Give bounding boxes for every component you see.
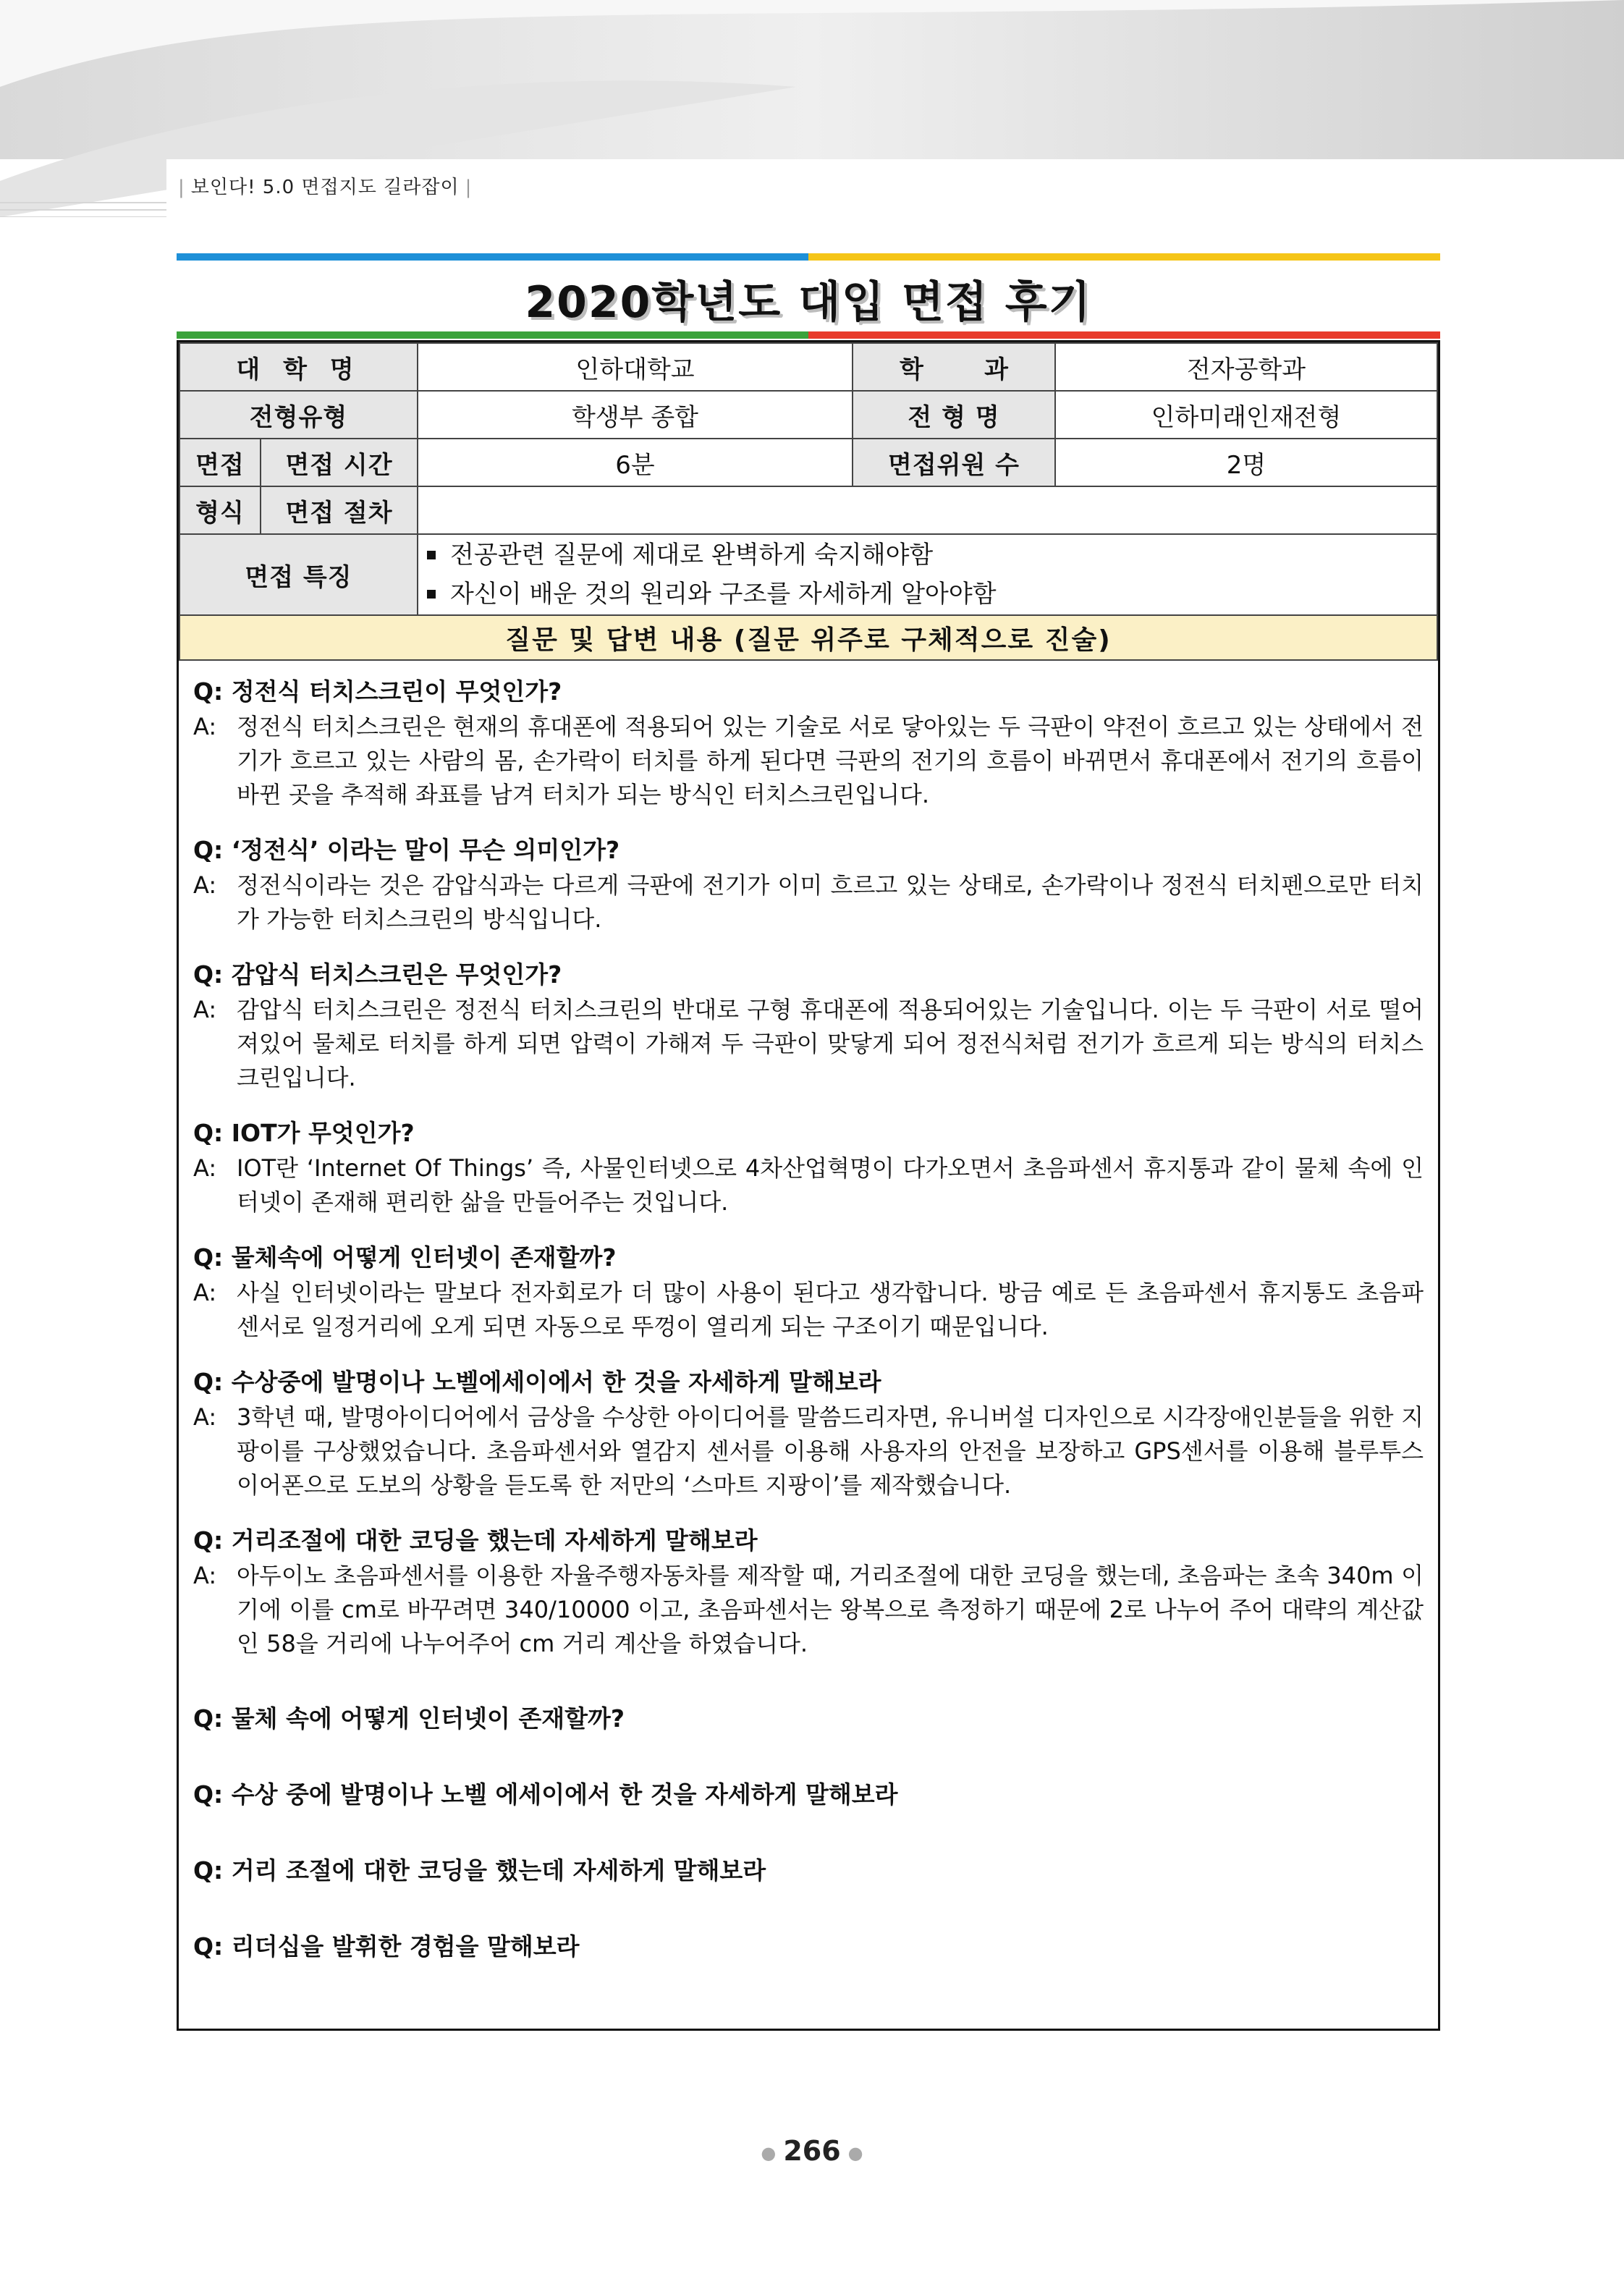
answer-prefix: A: bbox=[193, 1279, 217, 1306]
admission-type-value: 학생부 종합 bbox=[418, 391, 853, 439]
answer bbox=[193, 993, 1424, 1095]
answer-prefix: A: bbox=[193, 996, 217, 1023]
feature-text: 자신이 배운 것의 원리와 구조를 자세하게 알아야함 bbox=[450, 580, 997, 609]
qa-item bbox=[193, 832, 1424, 936]
feature-text: 전공관련 질문에 제대로 완벽하게 숙지해야함 bbox=[450, 541, 934, 570]
qa-item bbox=[193, 1240, 1424, 1344]
answer bbox=[193, 868, 1424, 936]
university-label: 대 학 명 bbox=[179, 343, 418, 391]
features-label: 면접 특징 bbox=[179, 534, 418, 615]
qa-section-header: 질문 및 답변 내용 (질문 위주로 구체적으로 진술) bbox=[179, 615, 1437, 660]
answer-text: IOT란 ‘Internet Of Things’ 즉, 사물인터넷으로 4차산업혁명이 다가오면서 초음파센서 휴지통과 같이 물체 속에 인터넷이 존재해 편리한 삶을 만들어주는 것입니다. bbox=[237, 1154, 1424, 1216]
extra-question: Q: 수상 중에 발명이나 노벨 에세이에서 한 것을 자세하게 말해보라 bbox=[193, 1780, 898, 1809]
question: Q: IOT가 무엇인가? bbox=[193, 1119, 415, 1147]
extra-question: Q: 거리 조절에 대한 코딩을 했는데 자세하게 말해보라 bbox=[193, 1856, 766, 1885]
answer-text: 아두이노 초음파센서를 이용한 자율주행자동차를 제작할 때, 거리조절에 대한 코딩을 했는데, 초음파는 초속 340m 이기에 이를 cm로 바꾸려면 340/10000 이고, 초음파센서는 왕복으로 측정하기 때문에 2로 나누어 주어 대략의 계산값인 58을 거리에 나누어주어 cm 거리 계산을 하였습니다. bbox=[237, 1562, 1424, 1657]
page-number bbox=[0, 2135, 1624, 2167]
feature-item bbox=[423, 536, 1437, 575]
answer-prefix: A: bbox=[193, 713, 217, 740]
dot-icon: ● bbox=[847, 2142, 863, 2163]
duration-value: 6분 bbox=[418, 439, 853, 486]
format-label-2: 형식 bbox=[179, 486, 261, 534]
answer-text: 사실 인터넷이라는 말보다 전자회로가 더 많이 사용이 된다고 생각합니다. 방금 예로 든 초음파센서 휴지통도 초음파 센서로 일정거리에 오게 되면 자동으로 뚜껑이 열리게 되는 구조이기 때문입니다. bbox=[237, 1279, 1424, 1340]
title-stripe-bottom bbox=[177, 331, 1440, 339]
answer bbox=[193, 710, 1424, 812]
department-label bbox=[853, 343, 1055, 391]
running-header-text: 보인다! 5.0 면접지도 길라잡이 bbox=[190, 177, 460, 198]
page-title: 2020학년도 대입 면접 후기 bbox=[525, 277, 1092, 328]
dot-icon: ● bbox=[761, 2142, 777, 2163]
answer-text: 정전식 터치스크린은 현재의 휴대폰에 적용되어 있는 기술로 서로 닿아있는 두 극판이 약전이 흐르고 있는 상태에서 전기가 흐르고 있는 사람의 몸, 손가락이 터치를 하게 된다면 극판의 전기의 흐름이 바뀌면서 휴대폰에서 전기의 흐름이 바뀐 곳을 추적해 좌표를 남겨 터치가 되는 방식인 터치스크린입니다. bbox=[237, 713, 1424, 808]
answer bbox=[193, 1276, 1424, 1344]
page-number-text: 266 bbox=[783, 2135, 841, 2167]
extra-question: Q: 물체 속에 어떻게 인터넷이 존재할까? bbox=[193, 1704, 625, 1733]
admission-type-label: 전형유형 bbox=[179, 391, 418, 439]
interviewers-label: 면접위원 수 bbox=[853, 439, 1055, 486]
answer-prefix: A: bbox=[193, 871, 217, 899]
title-stripe-top bbox=[177, 253, 1440, 261]
answer-text: 감압식 터치스크린은 정전식 터치스크린의 반대로 구형 휴대폰에 적용되어있는 기술입니다. 이는 두 극판이 서로 떨어져있어 물체로 터치를 하게 되면 압력이 가해져 두 극판이 맞닿게 되어 정전식처럼 전기가 흐르게 되는 방식의 터치스크린입니다. bbox=[237, 996, 1424, 1091]
answer-text: 정전식이라는 것은 감압식과는 다르게 극판에 전기가 이미 흐르고 있는 상태로, 손가락이나 정전식 터치펜으로만 터치가 가능한 터치스크린의 방식입니다. bbox=[237, 871, 1424, 933]
answer bbox=[193, 1559, 1424, 1661]
answer-prefix: A: bbox=[193, 1154, 217, 1182]
bullet-square-icon bbox=[427, 551, 436, 559]
answer bbox=[193, 1400, 1424, 1502]
qa-item bbox=[193, 957, 1424, 1095]
question: Q: 물체속에 어떻게 인터넷이 존재할까? bbox=[193, 1243, 617, 1272]
university-value: 인하대학교 bbox=[418, 343, 853, 391]
question: Q: 정전식 터치스크린이 무엇인가? bbox=[193, 677, 562, 706]
admission-name-label: 전 형 명 bbox=[853, 391, 1055, 439]
qa-item bbox=[193, 1523, 1424, 1661]
qa-item bbox=[193, 1364, 1424, 1502]
answer-prefix: A: bbox=[193, 1403, 217, 1431]
qa-item bbox=[193, 1115, 1424, 1219]
answer-prefix: A: bbox=[193, 1562, 217, 1589]
answer bbox=[193, 1151, 1424, 1219]
question: Q: 거리조절에 대한 코딩을 했는데 자세하게 말해보라 bbox=[193, 1526, 758, 1555]
feature-item bbox=[423, 575, 1437, 614]
procedure-value bbox=[418, 486, 1437, 534]
question: Q: 수상중에 발명이나 노벨에세이에서 한 것을 자세하게 말해보라 bbox=[193, 1368, 881, 1396]
interviewers-value: 2명 bbox=[1055, 439, 1437, 486]
interview-review-form bbox=[177, 340, 1440, 2031]
admission-name-value: 인하미래인재전형 bbox=[1055, 391, 1437, 439]
features-value bbox=[418, 534, 1437, 615]
info-table bbox=[179, 342, 1438, 661]
extra-question: Q: 리더십을 발휘한 경험을 말해보라 bbox=[193, 1932, 580, 1961]
duration-label: 면접 시간 bbox=[261, 439, 418, 486]
answer-text: 3학년 때, 발명아이디어에서 금상을 수상한 아이디어를 말씀드리자면, 유니버설 디자인으로 시각장애인분들을 위한 지팡이를 구상했었습니다. 초음파센서와 열감지 센서를 이용해 사용자의 안전을 보장하고 GPS센서를 이용해 블루투스 이어폰으로 도보의 상황을 듣도록 한 저만의 ‘스마트 지팡이’를 제작했습니다. bbox=[237, 1403, 1424, 1499]
question: Q: ‘정전식’ 이라는 말이 무슨 의미인가? bbox=[193, 836, 620, 864]
bullet-square-icon bbox=[427, 590, 436, 599]
running-header: | 보인다! 5.0 면접지도 길라잡이 | bbox=[178, 177, 473, 198]
department-value: 전자공학과 bbox=[1055, 343, 1437, 391]
qa-item bbox=[193, 674, 1424, 812]
format-label-1: 면접 bbox=[179, 439, 261, 486]
procedure-label: 면접 절차 bbox=[261, 486, 418, 534]
department-label-text: 학 과 bbox=[900, 355, 1008, 384]
question: Q: 감압식 터치스크린은 무엇인가? bbox=[193, 960, 562, 989]
qa-list bbox=[179, 661, 1438, 1965]
